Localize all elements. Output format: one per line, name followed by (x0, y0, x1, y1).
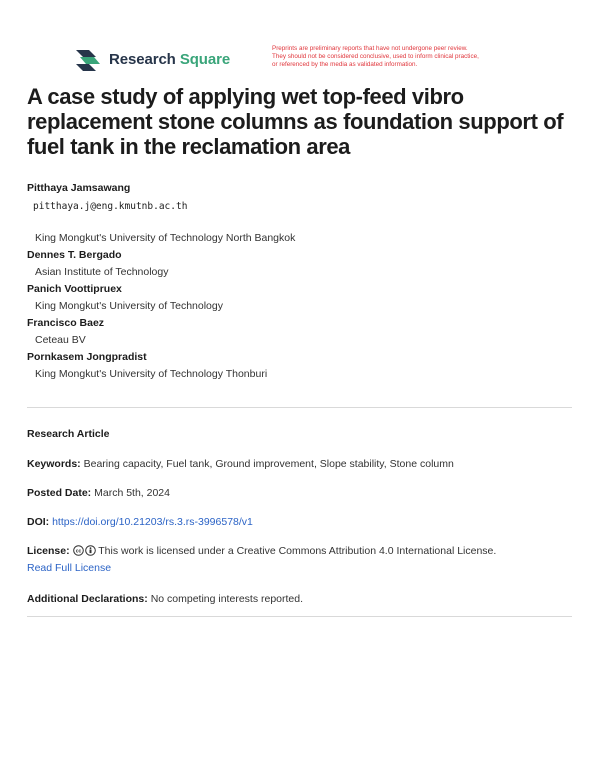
keywords (27, 456, 575, 473)
author-name: Panich Voottipruex (27, 283, 122, 295)
declarations-value: No competing interests reported. (150, 593, 304, 605)
license-label: License: (27, 545, 70, 557)
disclaimer-line: Preprints are preliminary reports that have not undergone peer review. (272, 45, 468, 52)
author-affiliation: Ceteau BV (35, 334, 86, 346)
research-square-logo-icon (74, 47, 102, 71)
paper-title: A case study of applying wet top-feed vibro replacement stone columns as foundation support of fuel tank in the reclamation area (27, 84, 564, 159)
section-divider (27, 616, 572, 617)
license (27, 543, 575, 577)
author-affiliation: King Mongkut's University of Technology (35, 300, 223, 312)
cc-license-icons[interactable] (73, 545, 96, 556)
cc-icon (73, 545, 84, 556)
attribution-icon (85, 545, 96, 556)
doi-link[interactable]: https://doi.org/10.21203/rs.3.rs-3996578/v1 (52, 516, 253, 528)
keywords-label: Keywords: (27, 458, 81, 470)
author-affiliation: King Mongkut's University of Technology Thonburi (35, 368, 268, 380)
svg-text:cc: cc (75, 548, 81, 555)
article-type (27, 426, 575, 443)
section-divider (27, 407, 572, 408)
author-email[interactable]: pitthaya.j@eng.kmutnb.ac.th (33, 201, 188, 212)
posted-date-label: Posted Date: (27, 487, 92, 499)
declarations-label: Additional Declarations: (27, 593, 148, 605)
doi-label: DOI: (27, 516, 50, 528)
article-type-label: Research Article (27, 428, 110, 440)
posted-date-value: March 5th, 2024 (94, 487, 170, 499)
logo-text-research: Research (109, 50, 176, 68)
additional-declarations (27, 591, 575, 608)
author-affiliation: King Mongkut's University of Technology North Bangkok (35, 232, 296, 244)
author-name: Pitthaya Jamsawang (27, 182, 131, 194)
posted-date (27, 485, 575, 502)
license-text: This work is licensed under a Creative Commons Attribution 4.0 International License. (98, 545, 497, 557)
keywords-value: Bearing capacity, Fuel tank, Ground improvement, Slope stability, Stone column (83, 458, 454, 470)
author-name: Pornkasem Jongpradist (27, 351, 147, 363)
research-square-logo[interactable] (74, 47, 230, 71)
disclaimer-line: or referenced by the media as validated information. (272, 61, 418, 69)
logo-text (109, 51, 230, 68)
doi (27, 514, 575, 531)
author-affiliation: Asian Institute of Technology (35, 266, 169, 278)
logo-text-square: Square (179, 50, 231, 68)
author-list (27, 180, 575, 383)
preprint-disclaimer (272, 45, 572, 70)
read-full-license-link[interactable]: Read Full License (27, 562, 112, 574)
author-name: Dennes T. Bergado (27, 249, 122, 261)
disclaimer-line: They should not be considered conclusive, used to inform clinical practice, (272, 53, 479, 61)
author-name: Francisco Baez (27, 317, 105, 329)
